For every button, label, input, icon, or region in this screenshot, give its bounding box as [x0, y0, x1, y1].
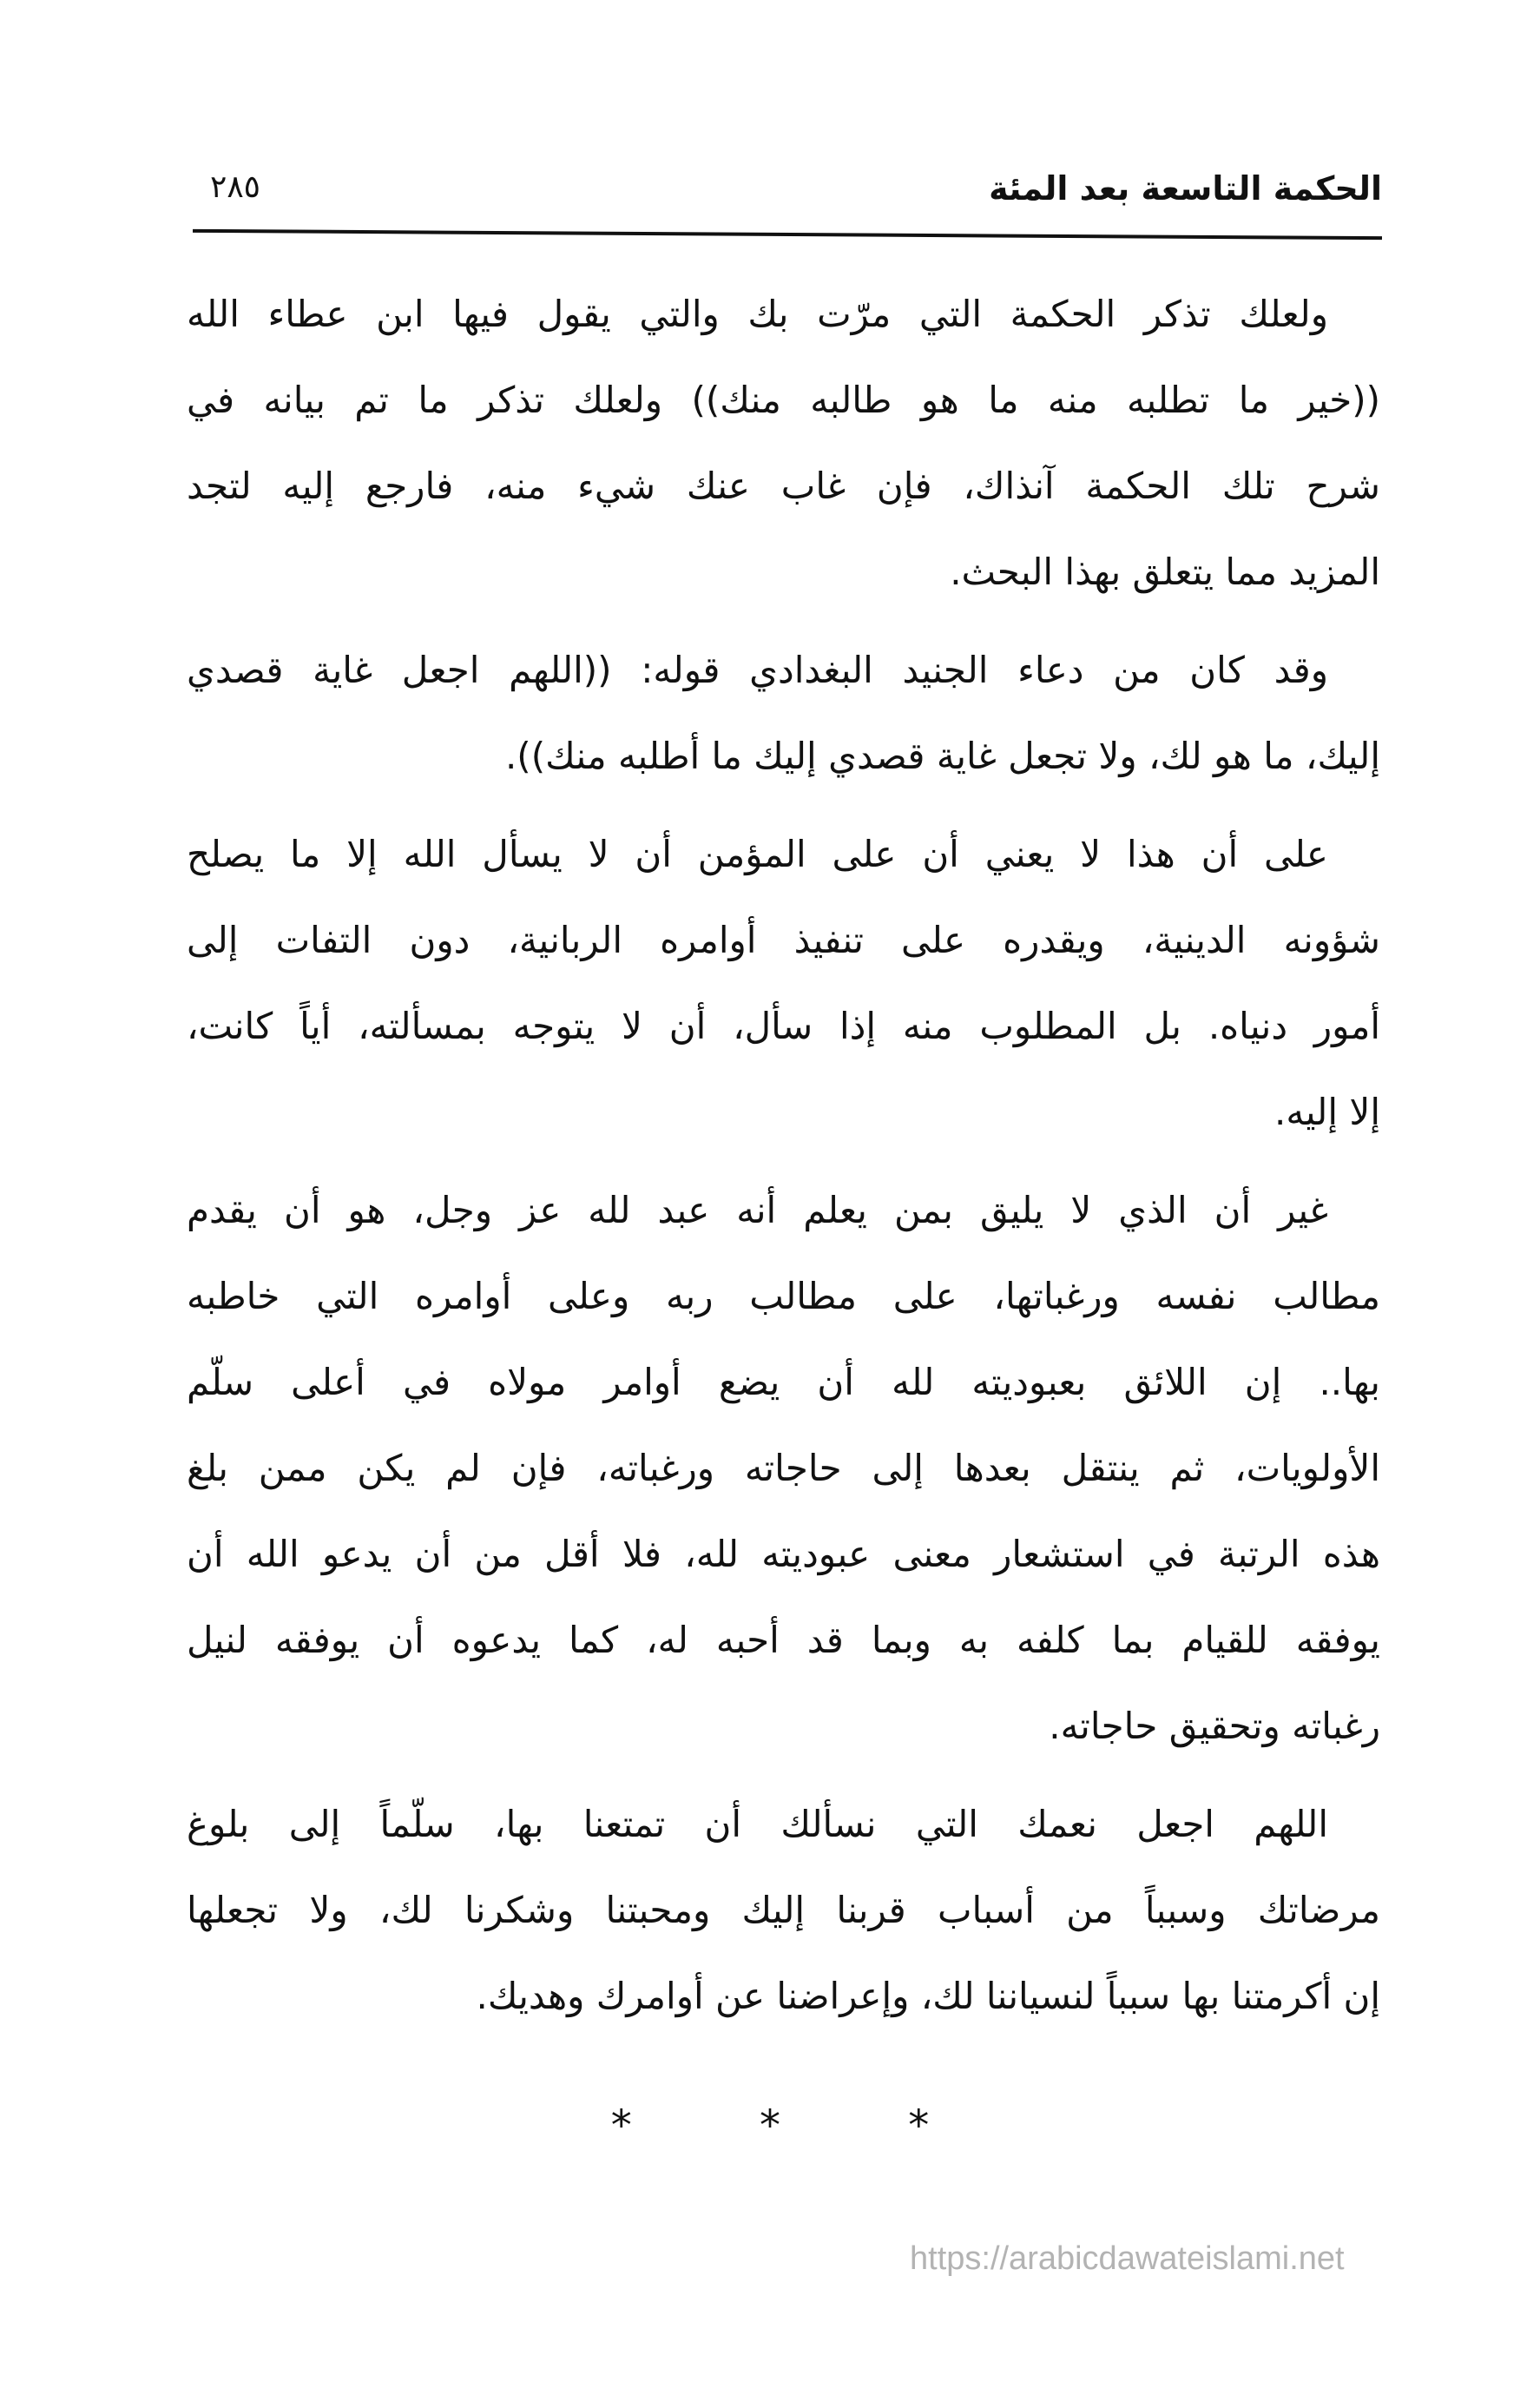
text-line: وقد كان من دعاء الجنيد البغدادي قوله: ((اللهم اجعل غاية قصدي [187, 649, 1328, 691]
text-line: ولعلك تذكر الحكمة التي مرّت بك والتي يقول فيها ابن عطاء الله [187, 293, 1328, 335]
paragraph [187, 1781, 1380, 2039]
text-line: الأولويات، ثم ينتقل بعدها إلى حاجاته ورغباته، فإن لم يكن ممن بلغ [187, 1447, 1380, 1489]
text-line: إلا إليه. [1274, 1091, 1380, 1133]
text-line: المزيد مما يتعلق بهذا البحث. [950, 551, 1380, 593]
text-line: رغباته وتحقيق حاجاته. [1049, 1705, 1380, 1747]
text-line: غير أن الذي لا يليق بمن يعلم أنه عبد لله عز وجل، هو أن يقدم [187, 1189, 1328, 1231]
paragraph [187, 627, 1380, 799]
page-header [193, 165, 1382, 234]
text-line: مرضاتك وسبباً من أسباب قربنا إليك ومحبتنا وشكرنا لك، ولا تجعلها [187, 1889, 1380, 1931]
text-line: إليك، ما هو لك، ولا تجعل غاية قصدي إليك ما أطلبه منك)). [504, 735, 1380, 777]
paragraph [187, 811, 1380, 1155]
text-line: مطالب نفسه ورغباتها، على مطالب ربه وعلى أوامره التي خاطبه [187, 1275, 1380, 1317]
watermark-url: https://arabicdawateislami.net [910, 2240, 1345, 2277]
asterisk-ornament: * [760, 2101, 780, 2150]
paragraph [187, 1167, 1380, 1769]
text-line: شؤونه الدينية، ويقدره على تنفيذ أوامره الربانية، دون التفات إلى [187, 919, 1380, 961]
body-text [187, 271, 1380, 2051]
section-separator [0, 2101, 1540, 2150]
text-line: شرح تلك الحكمة آنذاك، فإن غاب عنك شيء منه، فارجع إليه لتجد [187, 465, 1380, 507]
text-line: بها.. إن اللائق بعبوديته لله أن يضع أوامر مولاه في أعلى سلّم [187, 1361, 1380, 1403]
text-line: ((خير ما تطلبه منه ما هو طالبه منك)) ولعلك تذكر ما تم بيانه في [187, 379, 1380, 421]
text-line: هذه الرتبة في استشعار معنى عبوديته لله، فلا أقل من أن يدعو الله أن [187, 1533, 1380, 1575]
page-number: ٢٨٥ [210, 169, 261, 205]
paragraph [187, 271, 1380, 615]
text-line: على أن هذا لا يعني أن على المؤمن أن لا يسأل الله إلا ما يصلح [187, 833, 1328, 875]
asterisk-ornament: * [908, 2101, 930, 2150]
text-line: اللهم اجعل نعمك التي نسألك أن تمتعنا بها، سلّماً إلى بلوغ [187, 1803, 1328, 1845]
text-line: يوفقه للقيام بما كلفه به وبما قد أحبه له، كما يدعوه أن يوفقه لنيل [187, 1619, 1380, 1661]
asterisk-ornament: * [610, 2101, 632, 2150]
running-title: الحكمة التاسعة بعد المئة [989, 169, 1382, 208]
text-line: إن أكرمتنا بها سبباً لنسياننا لك، وإعراضنا عن أوامرك وهديك. [476, 1975, 1380, 2017]
text-line: أمور دنياه. بل المطلوب منه إذا سأل، أن لا يتوجه بمسألته، أياً كانت، [187, 1005, 1380, 1047]
